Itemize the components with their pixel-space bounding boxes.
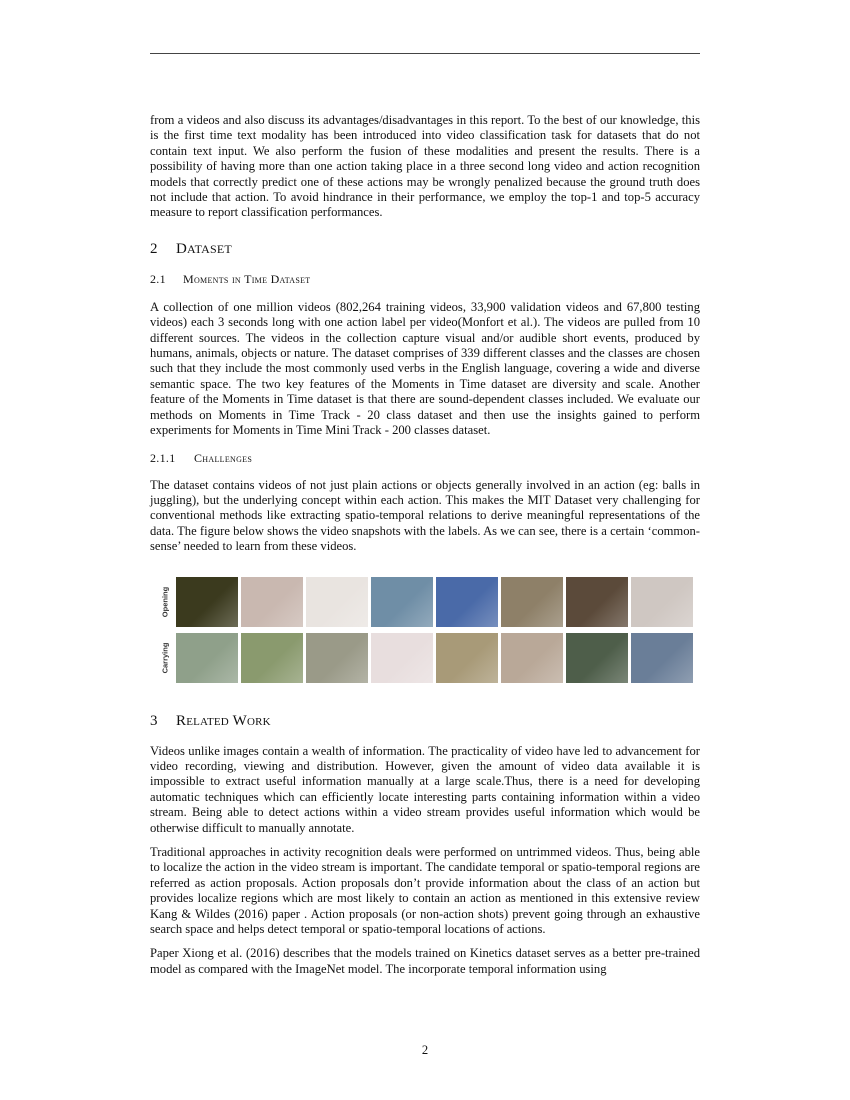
related-work-paragraph-2: Traditional approaches in activity recognition deals were performed on untrimmed videos. Thus, being able to localize the action in the video stream is important. The candidate temporal or spatio-temporal regions are referred as action proposals. Action proposals don’t provide information about the class of an action but provides localize regions which are most likely to contain an action as mentioned in this extensive review Kang & Wildes (2016) paper . Action proposals (or non-action shots) prevent going through an exhaustive search space and helps detect temporal or spatio-temporal locations of actions. bbox=[150, 844, 700, 936]
video-thumbnail bbox=[306, 577, 368, 627]
video-snapshots-figure bbox=[158, 577, 696, 683]
video-thumbnail bbox=[241, 577, 303, 627]
challenges-paragraph: The dataset contains videos of not just plain actions or objects generally involved in an action (eg: balls in juggling), but the underlying concept within each action. This makes the MIT Dataset very challenging for conventional methods like extracting spatio-temporal relations to derive meaningful representations of the data. The figure below shows the video snapshots with the labels. As we can see, there is a certain ‘common-sense’ needed to learn from these videos. bbox=[150, 477, 700, 554]
figure-row-opening bbox=[158, 577, 696, 627]
video-thumbnail bbox=[501, 577, 563, 627]
row-label: Carrying bbox=[160, 642, 170, 673]
row-label: Opening bbox=[160, 586, 170, 617]
section-number: 2 bbox=[150, 240, 158, 257]
related-work-paragraph-3: Paper Xiong et al. (2016) describes that the models trained on Kinetics dataset serves as a better pre-trained model as compared with the ImageNet model. The incorporate temporal information using bbox=[150, 946, 700, 976]
subsubsection-heading-challenges bbox=[150, 451, 700, 466]
subsubsection-title: Challenges bbox=[194, 450, 253, 465]
video-thumbnail bbox=[566, 577, 628, 627]
related-work-paragraph-1: Videos unlike images contain a wealth of information. The practicality of video have led to advancement for video recording, viewing and distribution. However, given the amount of video data available it is impossible to extract useful information manually at a large scale.Thus, there is a need for developing automatic techniques which can efficiently locate interesting parts containing information within a video stream. Being able to detect actions within a video stream provides useful information which would be otherwise difficult to manually annotate. bbox=[150, 743, 700, 835]
video-thumbnail bbox=[436, 577, 498, 627]
figure-row-carrying bbox=[158, 633, 696, 683]
section-number: 3 bbox=[150, 712, 158, 729]
video-thumbnail bbox=[306, 633, 368, 683]
section-heading-related-work bbox=[150, 713, 700, 730]
header-rule bbox=[150, 53, 700, 54]
video-thumbnail bbox=[436, 633, 498, 683]
subsection-title: Moments in Time Dataset bbox=[183, 271, 311, 286]
subsection-heading-mit bbox=[150, 272, 700, 287]
section-title-rest: ATASET bbox=[187, 241, 232, 256]
video-thumbnail bbox=[176, 577, 238, 627]
video-thumbnail bbox=[566, 633, 628, 683]
intro-paragraph: from a videos and also discuss its advantages/disadvantages in this report. To the best of our knowledge, this is the first time text modality has been introduced into video classification task for datasets that do not contain text input. We also perform the fusion of these modalities and present the results. There is a possibility of having more than one action taking place in a three second long video and action recognition models that correctly predict one of these actions may be wrongly penalized because the ground truth does not include that action. To avoid hindrance in their performance, we employ the top-1 and top-5 accuracy measure to report classification performances. bbox=[150, 113, 700, 220]
video-thumbnail bbox=[241, 633, 303, 683]
section-title-initial: D bbox=[176, 240, 188, 257]
section-heading-dataset bbox=[150, 241, 700, 258]
video-thumbnail bbox=[176, 633, 238, 683]
video-thumbnail bbox=[371, 633, 433, 683]
mit-paragraph: A collection of one million videos (802,264 training videos, 33,900 validation videos and 67,800 testing videos) each 3 seconds long with one action label per video(Monfort et al.). The videos are pulled from 10 different sources. The videos in the collection capture visual and/or audible short events, produced by humans, animals, objects or nature. The dataset comprises of 339 different classes and the classes are chosen such that they include the most commonly used verbs in the English language, covering a wide and diverse semantic space. The two key features of the Moments in Time dataset are diversity and scale. Another feature of the Moments in Time dataset is that there are sound-dependent classes included. We evaluate our methods on Moments in Time Track - 20 class dataset and then use the insights gained to perform experiments for Moments in Time Mini Track - 200 classes dataset. bbox=[150, 299, 700, 438]
section-title: Related Work bbox=[176, 712, 271, 729]
video-thumbnail bbox=[501, 633, 563, 683]
subsection-number: 2.1 bbox=[150, 271, 166, 286]
page-number: 2 bbox=[421, 1043, 429, 1057]
video-thumbnail bbox=[371, 577, 433, 627]
page-content bbox=[150, 113, 700, 986]
video-thumbnail bbox=[631, 577, 693, 627]
video-thumbnail bbox=[631, 633, 693, 683]
subsubsection-number: 2.1.1 bbox=[150, 450, 176, 465]
